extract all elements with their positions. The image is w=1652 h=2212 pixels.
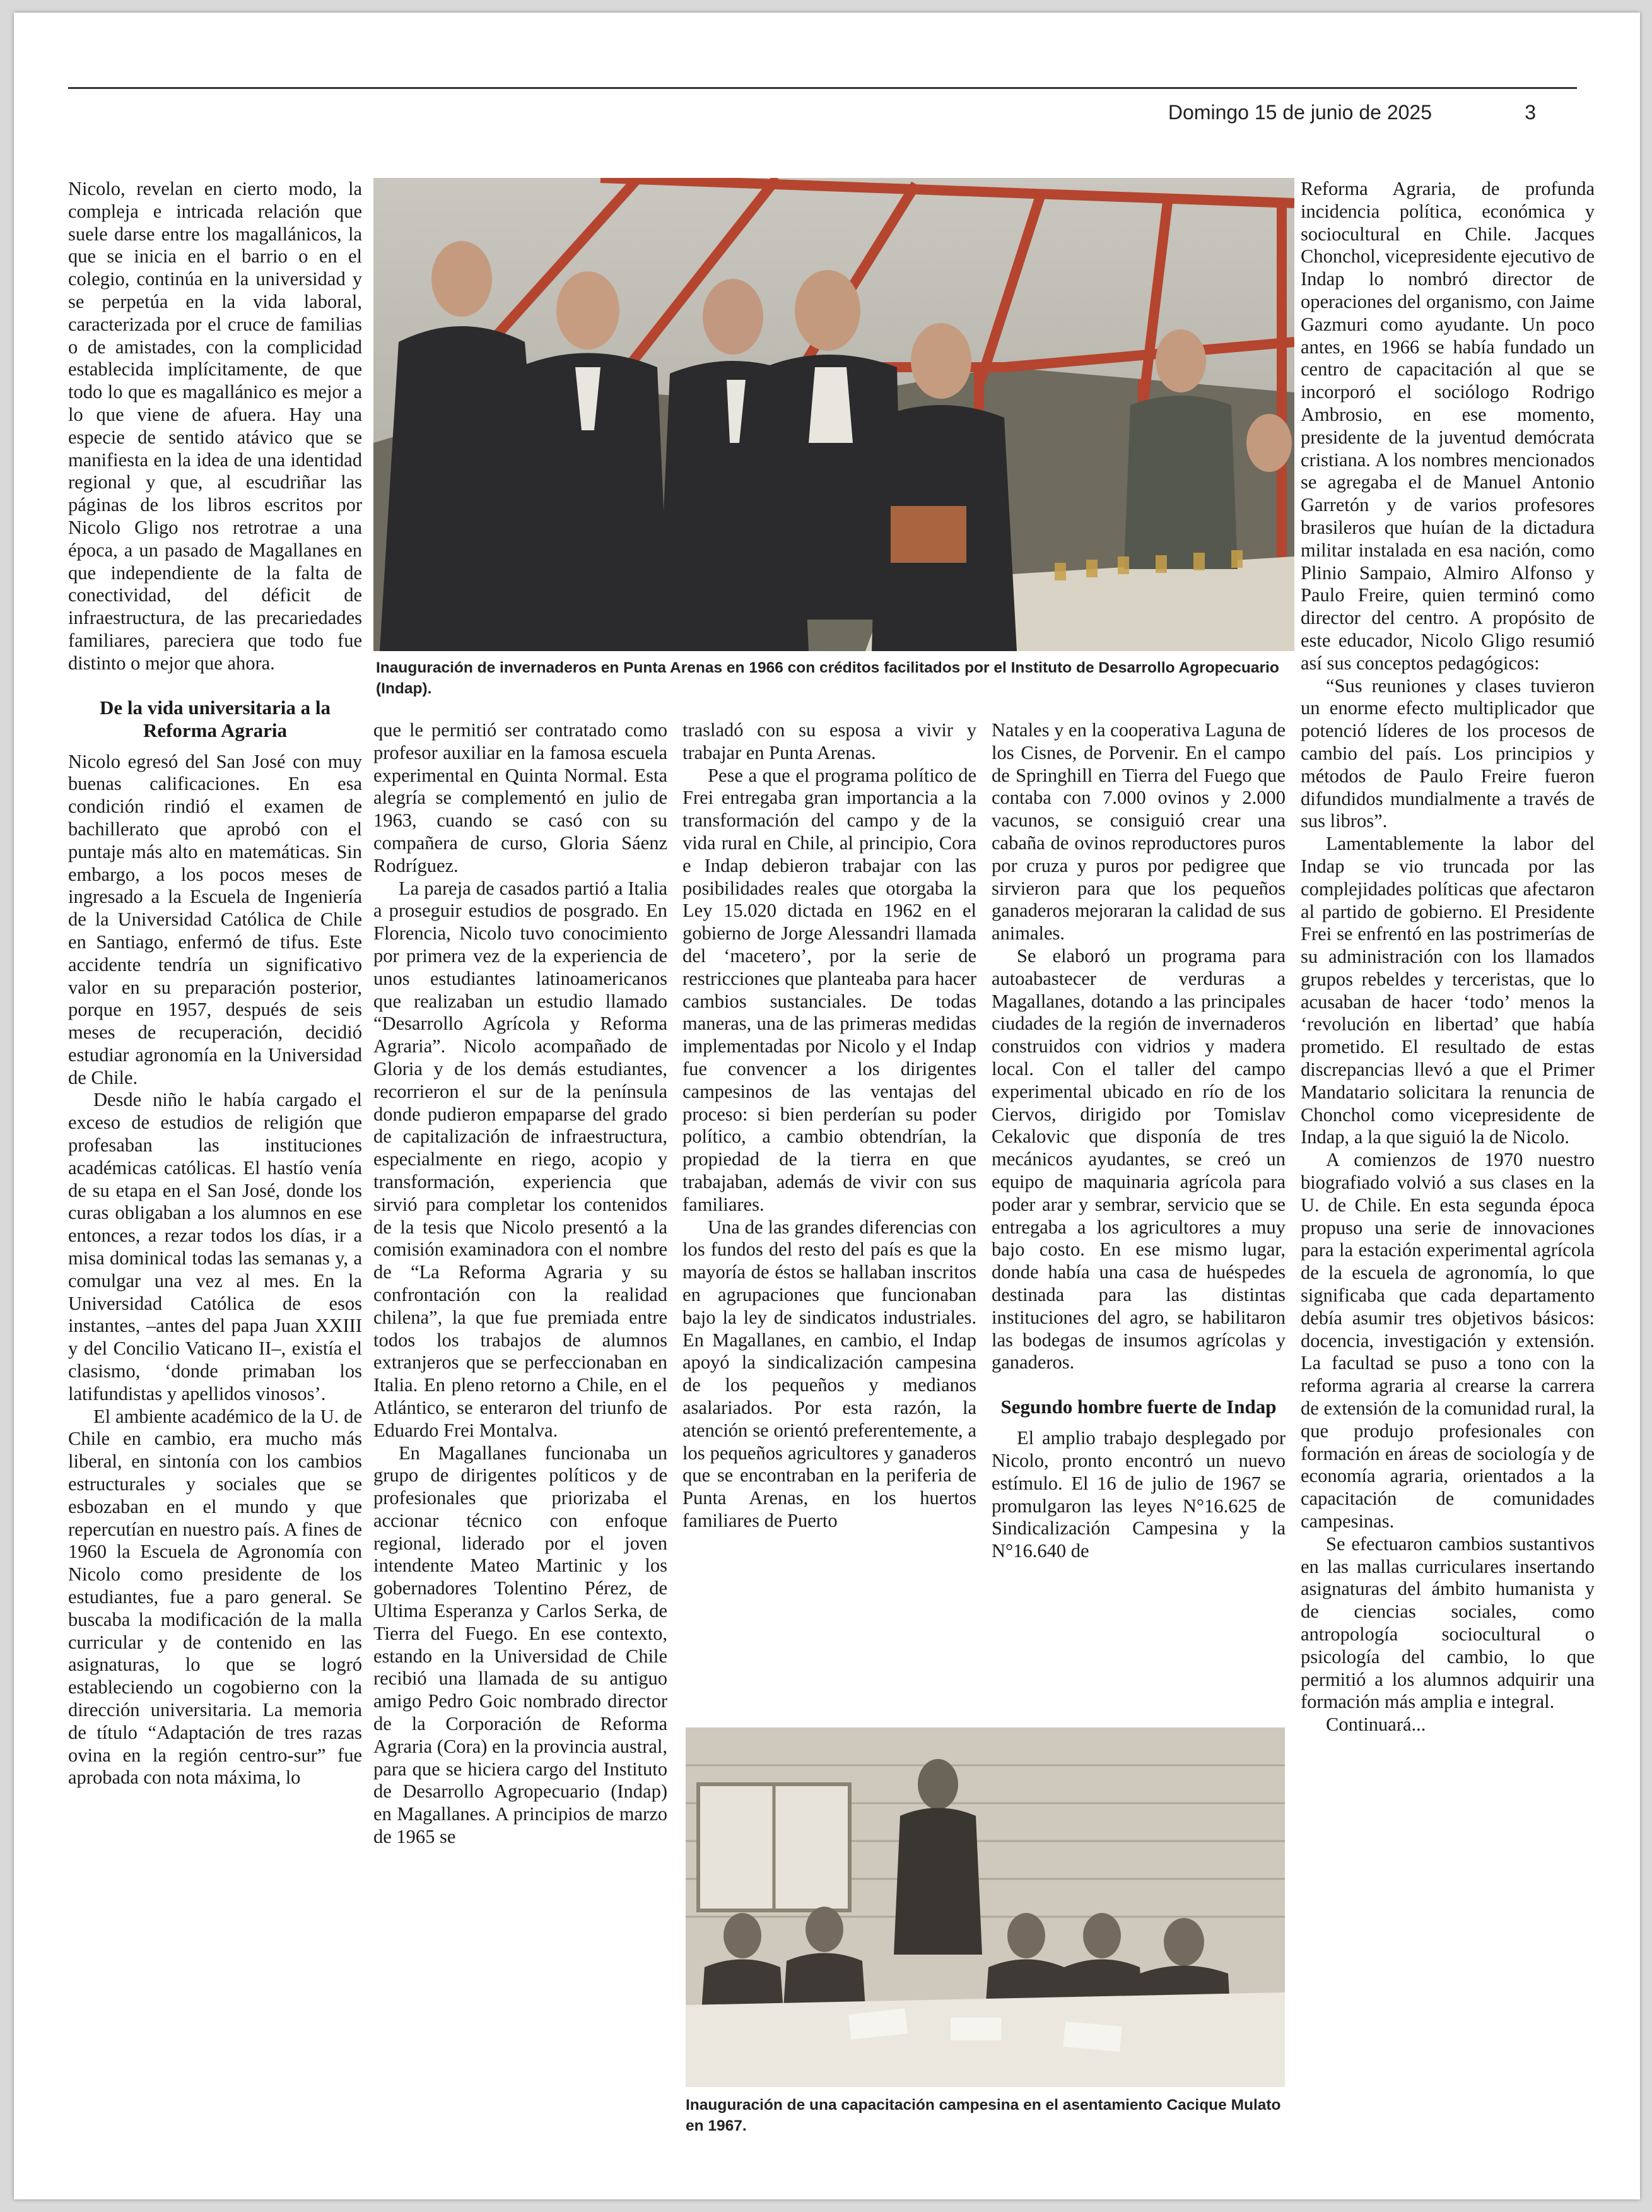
training-photo-image <box>686 1727 1285 2087</box>
column-5 <box>1301 178 1595 2143</box>
col2-paragraph: En Magallanes funcionaba un grupo de dirigentes políticos y de profesionales que priorizaba el accionar técnico con enfoque regional, liderado por el joven intendente Mateo Martinic y los gobernadores Tolentino Pérez, de Ultima Esperanza y Carlos Serka, de Tierra del Fuego. En ese contexto, estando en la Universidad de Chile recibió una llamada de su antiguo amigo Pedro Goic nombrado director de la Corporación de Reforma Agraria (Cora) en la provincia austral, para que se hiciera cargo del Instituto de Desarrollo Agropecuario (Indap) en Magallanes. A principios de marzo de 1965 se <box>373 1442 667 1848</box>
col1-paragraph: Nicolo, revelan en cierto modo, la compleja e intricada relación que suele darse entre los magallánicos, la que se inicia en el barrio o en el colegio, continúa en la universidad y se perpetúa en la vida laboral, caracterizada por el cruce de familias o de amistades, con la complicidad establecida implícitamente, de que todo lo que es magallánico es mejor a lo que viene de afuera. Hay una especie de sentido atávico que se manifiesta en la idea de una identidad regional y que, al escudriñar las páginas de los libros escritos por Nicolo Gligo nos retrotrae a una época, a un pasado de Magallanes en que independiente de la falta de conectividad, del déficit de infraestructura, de las precariedades familiares, pareciera que todo fue distinto o mejor que ahora. <box>68 178 362 674</box>
column-2 <box>373 719 667 2143</box>
col2-paragraph: La pareja de casados partió a Italia a proseguir estudios de posgrado. En Florencia, Nicolo tuvo conocimiento por primera vez de la experiencia de unos estudiantes latinoamericanos que realizaban un estudio llamado “Desarrollo Agrícola y Reforma Agraria”. Nicolo acompañado de Gloria y de los demás estudiantes, recorrieron el sur de la península donde pudieron empaparse del grado de capitalización de infraestructura, especialmente en riego, acopio y transformación, experiencia que sirvió para completar los contenidos de la tesis que Nicolo presentó a la comisión examinadora con el nombre de “La Reforma Agraria y su confrontación con la realidad chilena”, la que fue premiada entre todos los trabajos de alumnos extranjeros que se perfeccionaban en Italia. En pleno retorno a Chile, en el Atlántico, se enteraron del triunfo de Eduardo Frei Montalva. <box>373 877 667 1441</box>
col3-paragraph: Una de las grandes diferencias con los fundos del resto del país es que la mayoría de éstos se hallaban inscritos en agrupaciones que funcionaban bajo la ley de sindicatos industriales. En Magallanes, en cambio, el Indap apoyó la sindicalización campesina de los pequeños y medianos asalariados. Por esta razón, la atención se orientó preferentemente, a los pequeños agricultores y ganaderos que se encontraban en la periferia de Punta Arenas, en los huertos familiares de Puerto <box>682 1216 976 1531</box>
col4-paragraph: El amplio trabajo desplegado por Nicolo, pronto encontró un nuevo estímulo. El 16 de julio de 1967 se promulgaron las leyes N°16.625 de Sindicalización Campesina y la N°16.640 de <box>992 1427 1286 1562</box>
greenhouse-photo-image <box>373 178 1294 651</box>
col2-paragraph: que le permitió ser contratado como profesor auxiliar en la famosa escuela experimental en Quinta Normal. Esta alegría se complementó en julio de 1963, cuando se casó con su compañera de curso, Gloria Sáenz Rodríguez. <box>373 719 667 876</box>
col5-paragraph: A comienzos de 1970 nuestro biografiado volvió a sus clases en la U. de Chile. En esta segunda época propuso una serie de innovaciones para la estación experimental agrícola de la escuela de agronomía, lo que significaba que cada departamento debía asumir tres objetivos básicos: docencia, investigación y extensión. La facultad se puso a tono con la reforma agraria al crearse la carrera de extensión de la comunidad rural, la que produjo profesionales con formación en áreas de sociología y de economía agraria, orientados a la capacitación de comunidades campesinas. <box>1301 1149 1595 1533</box>
col5-paragraph: “Sus reuniones y clases tuvieron un enorme efecto multiplicador que potenció líderes de los procesos de cambio del país. Los principios y métodos de Paulo Freire fueron difundidos mundialmente a través de sus libros”. <box>1301 674 1595 832</box>
col5-paragraph: Reforma Agraria, de profunda incidencia política, económica y sociocultural en Chile. Jacques Chonchol, vicepresidente ejecutivo de Indap lo nombró director de operaciones del organismo, con Jaime Gazmuri como ayudante. Un poco antes, en 1966 se había fundado un centro de capacitación al que se incorporó el sociólogo Rodrigo Ambrosio, en ese momento, presidente de la juventud demócrata cristiana. A los nombres mencionados se agregaba el de Manuel Antonio Garretón y de varios profesores brasileros que huían de la dictadura militar instalada en esa nación, como Plinio Sampaio, Almiro Alfonso y Paulo Freire, quien terminó como director del centro. A propósito de este educador, Nicolo Gligo resumió así sus conceptos pedagógicos: <box>1301 178 1595 674</box>
column-4 <box>992 719 1286 1713</box>
col5-paragraph: Se efectuaron cambios sustantivos en las mallas curriculares insertando asignaturas del ámbito humanista y de ciencias sociales, como antropología sociocultural o psicología del cambio, lo que permitió a los alumnos adquirir una formación más amplia e integral. <box>1301 1533 1595 1713</box>
header-rule <box>68 87 1577 89</box>
col4-paragraph: Se elaboró un programa para autoabastecer de verduras a Magallanes, dotando a las principales ciudades de la región de invernaderos construidos con vidrios y madera local. Con el taller del campo experimental ubicado en río de los Ciervos, dirigido por Tomislav Cekalovic que disponía de tres mecánicos ayudantes, se creó un equipo de maquinaria agrícola para poder arar y sembrar, servicio que se entregaba a los agricultores a muy bajo costo. En ese mismo lugar, donde había una casa de huéspedes destinada para las distintas instituciones del agro, se habilitaron las bodegas de insumos agrícolas y ganaderos. <box>992 944 1286 1374</box>
training-photo <box>686 1727 1285 2087</box>
photo-2-caption: Inauguración de una capacitación campesina en el asentamiento Cacique Mulato en 1967. <box>686 2097 1281 2134</box>
col3-paragraph: trasladó con su esposa a vivir y trabajar en Punta Arenas. <box>682 719 976 763</box>
col1-paragraph: Nicolo egresó del San José con muy buenas calificaciones. En esa condición rindió el examen de bachillerato que aprobó con el puntaje más alto en matemáticas. Sin embargo, a los pocos meses de ingresado a la Escuela de Ingeniería de la Universidad Católica de Chile en Santiago, enfermó de tifus. Este accidente tendría un significativo valor en su preparación posterior, porque en 1957, después de seis meses de recuperación, decidió estudiar agronomía en la Universidad de Chile. <box>68 750 362 1088</box>
greenhouse-photo <box>373 178 1294 651</box>
header-date: Domingo 15 de junio de 2025 <box>1168 101 1432 124</box>
closing-note: Continuará... <box>1326 1714 1426 1736</box>
section-heading: De la vida universitaria a la Reforma Agraria <box>100 696 331 741</box>
col3-paragraph: Pese a que el programa político de Frei entregaba gran importancia a la transformación del campo y de la vida rural en Chile, al principio, Cora e Indap debieron trabajar con las posibilidades reales que otorgaba la Ley 15.020 dictada en 1962 en el gobierno de Jorge Alessandri llamada del ‘macetero’, por la serie de restricciones que planteaba para hacer cambios sustanciales. De todas maneras, una de las primeras medidas implementadas por Nicolo y el Indap fue convencer a los dirigentes campesinos de las ventajas del proceso: si bien perderían su poder político, a cambio obtendrían, la propiedad de la tierra en que trabajaban, además de vivir con sus familiares. <box>682 764 976 1215</box>
col1-paragraph: Desde niño le había cargado el exceso de estudios de religión que profesaban las instituciones académicas católicas. El hastío venía de su etapa en el San José, donde los curas obligaban a los alumnos en ese entonces, a rezar todos los días, ir a misa dominical todas las semanas y, a comulgar una vez al mes. En la Universidad Católica de esos instantes, –antes del papa Juan XXIII y del Concilio Vaticano II–, existía el clasismo, ‘donde primaban los latifundistas y apellidos vinosos’. <box>68 1089 362 1404</box>
newspaper-page <box>14 13 1640 2199</box>
column-3 <box>682 719 976 1713</box>
col1-paragraph: El ambiente académico de la U. de Chile en cambio, era mucho más liberal, en sintonía con los cambios estructurales y sociales que se esbozaban en el mundo y que repercutían en nuestro país. A fines de 1960 la Escuela de Agronomía con Nicolo como presidente de los estudiantes, fue a paro general. Se buscaba la modificación de la malla curricular y de contenido en las asignaturas, lo que se logró estableciendo un cogobierno con la dirección universitaria. La memoria de título “Adaptación de tres razas ovina en la región centro-sur” fue aprobada con nota máxima, lo <box>68 1405 362 1789</box>
col4-paragraph: Natales y en la cooperativa Laguna de los Cisnes, de Porvenir. En el campo de Springhill en Tierra del Fuego que contaba con 7.000 ovinos y 2.000 vacunos, se consiguió crear una cabaña de ovinos reproductores puros por cruza y puros por pedigree que sirvieron para que los pequeños ganaderos mejoraran la calidad de sus animales. <box>992 719 1286 944</box>
section-heading: Segundo hombre fuerte de Indap <box>1000 1396 1277 1418</box>
column-1 <box>68 178 362 2143</box>
page-number: 3 <box>1525 101 1536 124</box>
photo-1-caption: Inauguración de invernaderos en Punta Arenas en 1966 con créditos facilitados por el Instituto de Desarrollo Agropecuario (Indap). <box>376 659 1279 697</box>
col5-paragraph: Lamentablemente la labor del Indap se vio truncada por las complejidades políticas que afectaron al partido de gobierno. El Presidente Frei se enfrentó en las postrimerías de su administración con los llamados grupos rebeldes y terceristas, que lo acusaban de hacer ‘todo’ menos la ‘revolución en libertad’ que había prometido. El resultado de estas discrepancias llevó a que el Primer Mandatario solicitara la renuncia de Chonchol como vicepresidente de Indap, a la que siguió la de Nicolo. <box>1301 833 1595 1148</box>
